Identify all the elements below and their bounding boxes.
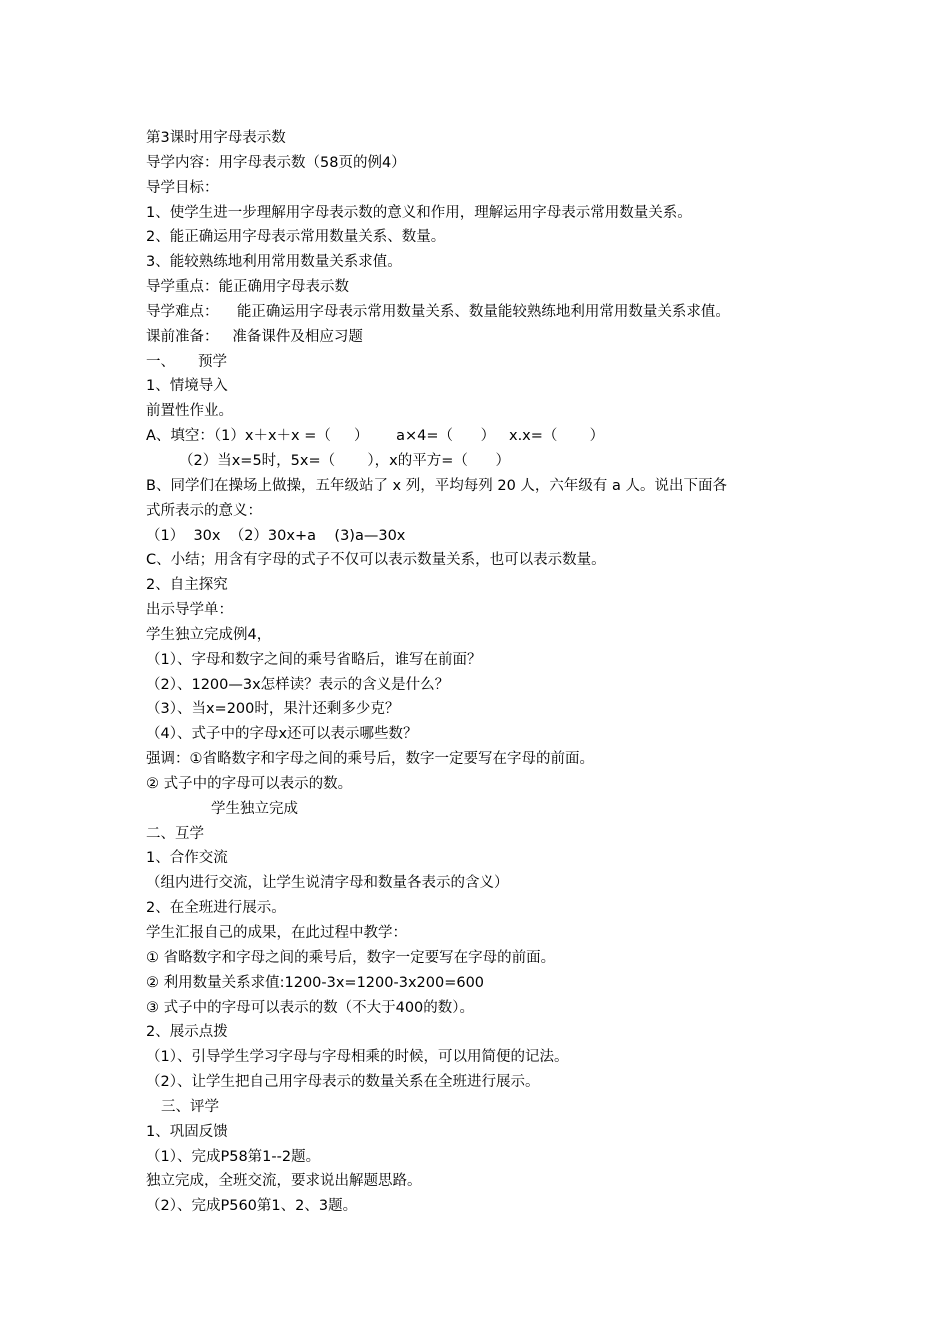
text-line: 式所表示的意义： <box>146 502 262 519</box>
text-line: 强调：①省略数字和字母之间的乘号后，数字一定要写在字母的前面。 <box>146 751 594 768</box>
text-line: 导学难点： 能正确运用字母表示常用数量关系、数量能较熟练地利用常用数量关系求值。 <box>146 303 730 320</box>
text-line: ③ 式子中的字母可以表示的数（不大于400的数）。 <box>146 999 475 1016</box>
text-line: 独立完成，全班交流，要求说出解题思路。 <box>146 1173 422 1190</box>
text-line: （4）、式子中的字母x还可以表示哪些数？ <box>146 726 418 743</box>
text-line: （组内进行交流，让学生说清字母和数量各表示的含义） <box>146 875 509 892</box>
text-line: （1）、完成P58第1--2题。 <box>146 1148 321 1165</box>
text-line: ② 利用数量关系求值:1200-3x=1200-3x200=600 <box>146 974 485 991</box>
text-line: 学生汇报自己的成果，在此过程中教学： <box>146 925 407 941</box>
text-line: A、填空：（1）x＋x＋x =（ ） a×4=（ ） x.x=（ ） <box>146 428 605 445</box>
text-line: 2、展示点拨 <box>146 1024 228 1041</box>
text-line: ② 式子中的字母可以表示的数。 <box>146 775 353 792</box>
text-line: 2、能正确运用字母表示常用数量关系、数量。 <box>146 229 446 246</box>
text-line: 一、 预学 <box>146 353 228 370</box>
text-line: （2）当x=5时，5x=（ ），x的平方=（ ） <box>179 452 511 469</box>
text-line: 1、巩固反馈 <box>146 1123 228 1140</box>
text-line: 1、合作交流 <box>146 850 228 867</box>
text-line: ① 省略数字和字母之间的乘号后，数字一定要写在字母的前面。 <box>146 949 556 966</box>
text-line: 二、互学 <box>146 825 204 842</box>
text-line: 导学内容：用字母表示数（58页的例4） <box>146 154 406 171</box>
text-line: 2、自主探究 <box>146 577 228 594</box>
text-line: 3、能较熟练地利用常用数量关系求值。 <box>146 254 402 271</box>
text-line: （2）、完成P560第1、2、3题。 <box>146 1198 358 1215</box>
text-line: 学生独立完成例4， <box>146 626 272 643</box>
text-line: 前置性作业。 <box>146 403 233 420</box>
text-line: 1、使学生进一步理解用字母表示数的意义和作用，理解运用字母表示常用数量关系。 <box>146 204 692 221</box>
text-line: 导学重点：能正确用字母表示数 <box>146 279 349 296</box>
document-body <box>146 126 846 1219</box>
text-line: 出示导学单： <box>146 602 233 619</box>
text-line: （2）、1200—3x怎样读？表示的含义是什么？ <box>146 676 450 693</box>
text-line: 1、情境导入 <box>146 378 228 395</box>
text-line: （2）、让学生把自己用字母表示的数量关系在全班进行展示。 <box>146 1074 540 1091</box>
text-line: 导学目标： <box>146 179 219 196</box>
text-line: （1）、字母和数字之间的乘号省略后，谁写在前面？ <box>146 651 482 668</box>
text-line: （3）、当x=200时，果汁还剩多少克？ <box>146 701 400 718</box>
text-line: 课前准备： 准备课件及相应习题 <box>146 328 363 345</box>
text-line: （1） 30x （2）30x+a (3)a—30x <box>146 527 406 544</box>
text-line: 学生独立完成 <box>211 800 298 817</box>
text-line: C、小结；用含有字母的式子不仅可以表示数量关系，也可以表示数量。 <box>146 552 606 569</box>
text-line: 第3课时用字母表示数 <box>146 130 286 146</box>
text-line: B、同学们在操场上做操，五年级站了 x 列，平均每列 20 人，六年级有 a 人。说出下面各 <box>146 477 728 494</box>
text-line: （1）、引导学生学习字母与字母相乘的时候，可以用简便的记法。 <box>146 1049 569 1066</box>
text-line: 三、评学 <box>161 1098 219 1115</box>
text-line: 2、在全班进行展示。 <box>146 900 286 917</box>
